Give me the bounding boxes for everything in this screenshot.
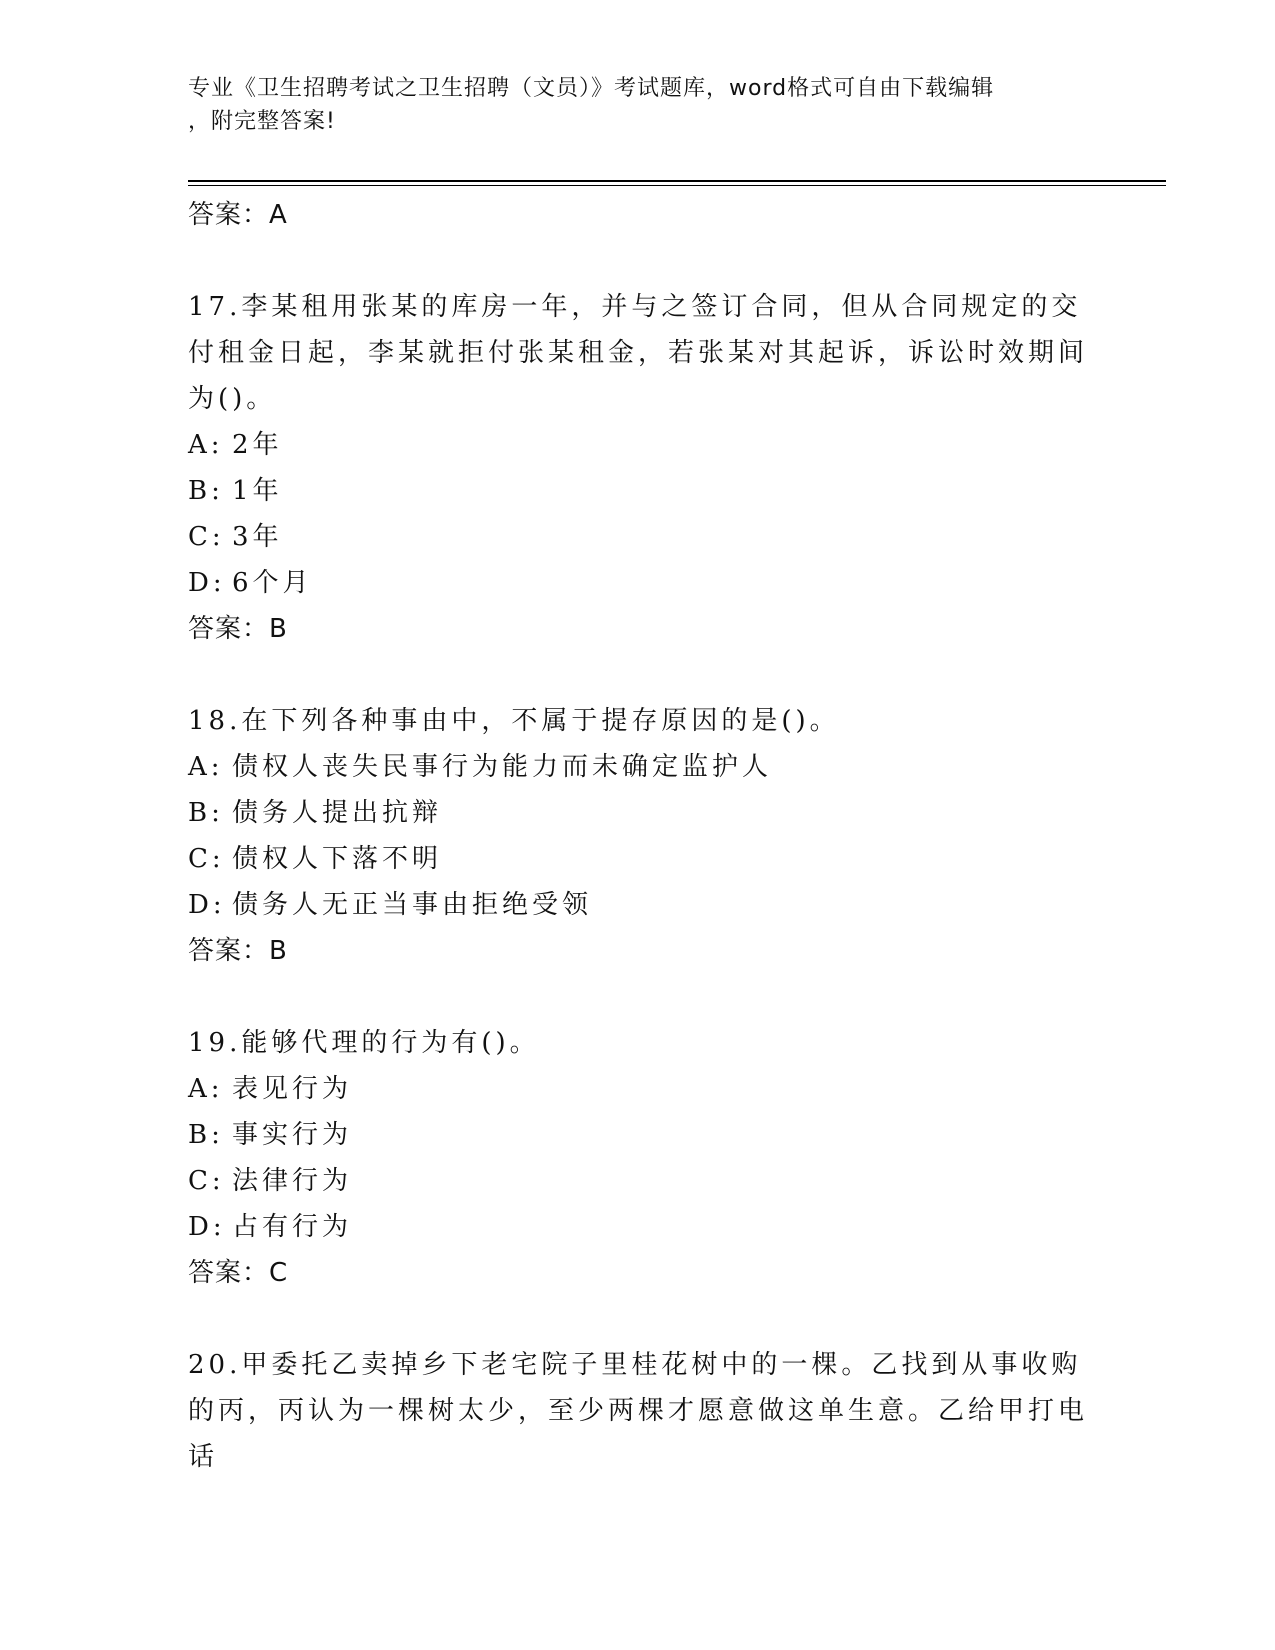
option-b [188,790,1108,836]
option-c [188,514,1108,560]
option-label: C: [188,844,225,874]
header-divider-thin [188,185,1166,186]
answer-line: 答案：B [188,614,288,644]
option-label: A: [188,752,224,782]
option-label: A: [188,430,224,460]
question-content [188,192,1108,1480]
option-text: 法律行为 [232,1166,353,1196]
question-block-20 [188,1342,1108,1480]
option-label: B: [188,476,224,506]
header-line-2: ，附完整答案! [188,109,336,134]
header-divider-thick [188,180,1166,182]
question-block-19 [188,1020,1108,1296]
option-d [188,882,1108,928]
option-text: 事实行为 [232,1120,353,1150]
option-a [188,744,1108,790]
option-a [188,422,1108,468]
option-text: 占有行为 [232,1212,353,1242]
header-line-1: 专业《卫生招聘考试之卫生招聘（文员）》考试题库，word格式可自由下载编辑 [188,76,995,101]
option-text: 债权人下落不明 [232,844,443,874]
question-text: 19.能够代理的行为有()。 [188,1028,540,1058]
option-label: C: [188,1166,225,1196]
option-text: 2年 [232,430,283,460]
option-text: 3年 [232,522,283,552]
option-text: 债权人丧失民事行为能力而未确定监护人 [232,752,773,782]
option-text: 债务人提出抗辩 [232,798,443,828]
question-text: 18.在下列各种事由中，不属于提存原因的是()。 [188,706,840,736]
answer-line: 答案：C [188,1258,289,1288]
option-label: D: [188,1212,226,1242]
option-c [188,836,1108,882]
option-d [188,1204,1108,1250]
question-block-17 [188,284,1108,652]
option-b [188,468,1108,514]
answer-line: 答案：A [188,200,288,230]
question-block-18 [188,698,1108,974]
option-label: D: [188,568,226,598]
option-text: 1年 [232,476,283,506]
option-text: 6个月 [232,568,313,598]
option-d [188,560,1108,606]
option-label: C: [188,522,225,552]
question-text: 17.李某租用张某的库房一年，并与之签订合同，但从合同规定的交付租金日起，李某就拒付张某租金，若张某对其起诉，诉讼时效期间为()。 [188,292,1089,414]
option-label: B: [188,1120,224,1150]
answer-line: 答案：B [188,936,288,966]
document-header [188,72,1088,138]
option-text: 表见行为 [232,1074,353,1104]
option-a [188,1066,1108,1112]
option-b [188,1112,1108,1158]
option-label: A: [188,1074,224,1104]
option-c [188,1158,1108,1204]
question-text: 20.甲委托乙卖掉乡下老宅院子里桂花树中的一棵。乙找到从事收购的丙，丙认为一棵树太少，至少两棵才愿意做这单生意。乙给甲打电话 [188,1350,1089,1472]
option-label: B: [188,798,224,828]
option-text: 债务人无正当事由拒绝受领 [232,890,593,920]
option-label: D: [188,890,226,920]
